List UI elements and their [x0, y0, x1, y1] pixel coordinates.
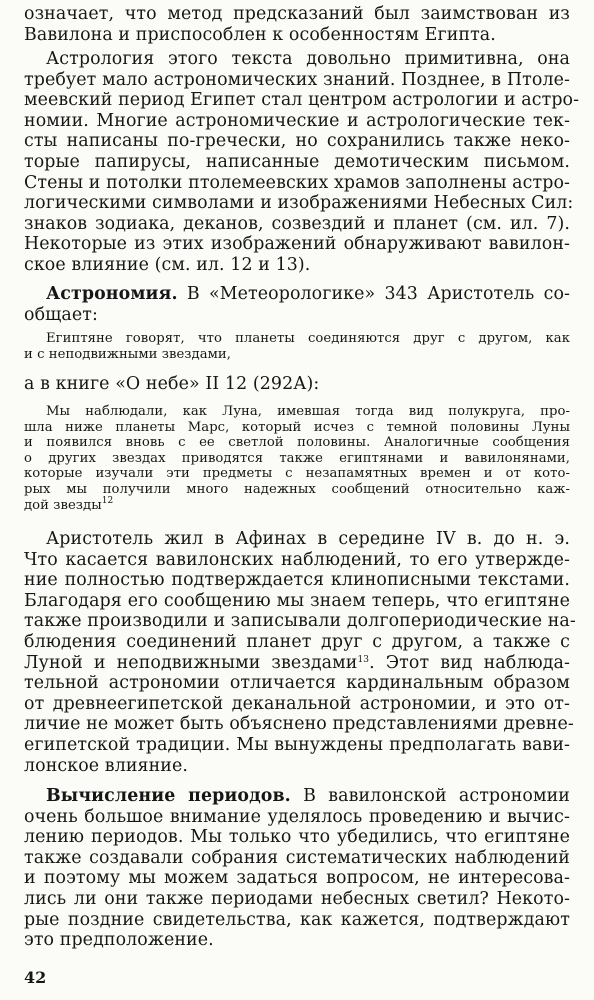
- quotation-de-caelo: [24, 404, 570, 513]
- text-line: [24, 786, 570, 807]
- text-line: меевский период Египет стал центром астрологии и астро-: [24, 90, 580, 111]
- text-line: сты написаны по-гречески, но сохранились также неко-: [24, 131, 570, 152]
- text-line: также создавали собрания систематических наблюдений: [24, 847, 570, 868]
- text-line: Аристотель жил в Афинах в середине IV в. до н. э.: [46, 529, 570, 549]
- text-line: и с неподвижными звездами,: [24, 346, 232, 362]
- text-line: также производили и записывали долгопериодические на-: [24, 611, 576, 632]
- text-line: от древнеегипетской деканальной астрономии, и это от-: [24, 693, 570, 714]
- text-line: египетской традиции. Мы вынуждены предполагать вави-: [24, 734, 570, 755]
- text-line: Мы наблюдали, как Луна, имевшая тогда вид полукруга, про-: [46, 404, 570, 419]
- paragraph-continuation: [24, 4, 570, 45]
- text-line: знаков зодиака, деканов, созвездий и планет (см. ил. 7).: [24, 213, 570, 234]
- paragraph-aristotle: [24, 529, 576, 776]
- section-heading: Астрономия.: [46, 284, 178, 304]
- paragraph-astrology: [24, 49, 580, 276]
- text-run: . Этот вид наблюда-: [369, 652, 570, 673]
- text-line: шла ниже планеты Марс, который исчез с темной половины Луны: [24, 419, 570, 435]
- text-line: лению периодов. Мы только что убедились, что египтяне: [24, 827, 570, 848]
- text-line: лонское влияние.: [24, 755, 189, 776]
- section-heading: Вычисление периодов.: [46, 786, 291, 806]
- text-line: рые поздние свидетельства, как кажется, подтверждают: [24, 909, 570, 930]
- text-line: Вавилона и приспособлен к особенностям Египта.: [24, 24, 496, 45]
- text-line: о других звездах приводятся также египтянами и вавилонянами,: [24, 450, 570, 466]
- text-line: означает, что метод предсказаний был заимствован из: [24, 4, 570, 24]
- quotation-meteorologica: [24, 331, 570, 362]
- text-line: Египтяне говорят, что планеты соединяются друг с другом, как: [46, 331, 570, 346]
- text-line: ское влияние (см. ил. 12 и 13).: [24, 254, 311, 275]
- text-line: ние полностью подтверждается клинописными текстами.: [24, 570, 570, 591]
- text-line: тельной астрономии отличается кардинальным образом: [24, 673, 570, 694]
- paragraph-astronomy: [24, 284, 570, 325]
- text-line: Астрология этого текста довольно примитивна, она: [46, 49, 570, 69]
- text-run: Луной и неподвижными звездами: [24, 652, 358, 673]
- paragraph-periods: [24, 786, 570, 951]
- text-line: а в книге «О небе» II 12 (292А):: [24, 374, 320, 394]
- text-run: В вавилонской астрономии: [303, 786, 570, 806]
- text-line: [24, 284, 570, 305]
- text-line: блюдения соединений планет друг с другом, а также с: [24, 631, 570, 652]
- text-line: логическими символами и изображениями Небесных Сил:: [24, 193, 574, 214]
- text-line: Некоторые из этих изображений обнаруживают вавилон-: [24, 234, 570, 255]
- text-line: очень большое внимание уделялось проведению и вычис-: [24, 806, 570, 827]
- footnote-ref: 13: [357, 654, 370, 665]
- text-line: [24, 495, 570, 514]
- text-line: общает:: [24, 304, 98, 325]
- paragraph-de-caelo: [24, 374, 570, 395]
- text-line: рых мы получили много надежных сообщений относительно каж-: [24, 481, 570, 497]
- footnote-ref: 12: [101, 495, 114, 506]
- text-line: требует мало астрономических знаний. Позднее, в Птоле-: [24, 69, 570, 90]
- text-run: дой звезды: [24, 497, 102, 513]
- text-line: это предположение.: [24, 930, 214, 951]
- text-line: и поэтому мы можем задаться вопросом, не интересова-: [24, 868, 570, 889]
- text-line: которые изучали эти предметы с незапамятных времен и от кото-: [24, 466, 570, 482]
- text-run: В «Метеорологике» 343 Аристотель со-: [186, 284, 570, 304]
- text-line: Стены и потолки птолемеевских храмов заполнены астро-: [24, 172, 570, 193]
- text-line: лись ли они также периодами небесных светил? Некото-: [24, 888, 570, 909]
- page-number: 42: [24, 968, 47, 987]
- text-line: торые папирусы, написанные демотическим письмом.: [24, 151, 570, 172]
- text-line: [24, 653, 570, 674]
- text-line: и появился вновь с ее светлой половины. Аналогичные сообщения: [24, 435, 570, 451]
- text-line: Благодаря его сообщению мы знаем теперь, что египтяне: [24, 590, 570, 611]
- text-line: Что касается вавилонских наблюдений, то его утвержде-: [24, 549, 570, 570]
- text-line: номии. Многие астрономические и астрологические тек-: [24, 110, 570, 131]
- text-line: личие не может быть объяснено представлениями древне-: [24, 714, 574, 735]
